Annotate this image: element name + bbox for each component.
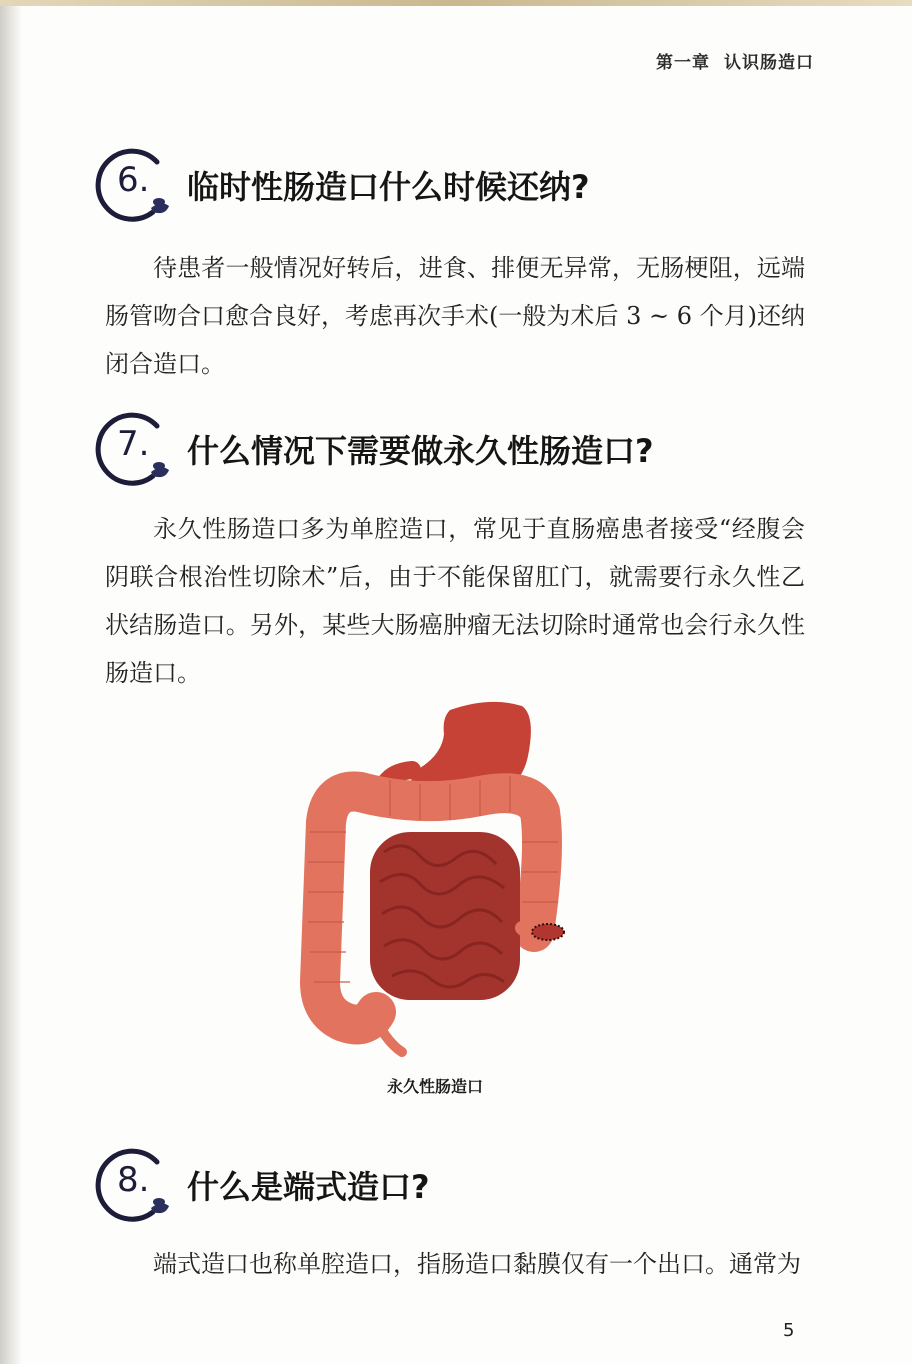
- running-head: [656, 48, 814, 73]
- section-6-heading: [95, 148, 815, 228]
- page-number: 5: [783, 1320, 795, 1341]
- section-title: 临时性肠造口什么时候还纳?: [187, 168, 590, 206]
- section-7-body: 永久性肠造口多为单腔造口，常见于直肠癌患者接受“经腹会阴联合根治性切除术”后，由于不能保留肛门，就需要行永久性乙状结肠造口。另外，某些大肠癌肿瘤无法切除时通常也会行永久性肠造口。: [105, 515, 805, 687]
- intestine-illustration-icon: [300, 692, 590, 1062]
- section-number: 7.: [117, 424, 150, 464]
- section-7-heading: [95, 412, 815, 492]
- section-title: 什么是端式造口?: [187, 1168, 430, 1206]
- binding-shadow: [0, 0, 22, 1364]
- figure-caption: 永久性肠造口: [386, 1077, 483, 1096]
- section-8-heading: [95, 1148, 815, 1228]
- section-8-body: 端式造口也称单腔造口，指肠造口黏膜仅有一个出口。通常为: [153, 1250, 801, 1278]
- section-6-body: 待患者一般情况好转后，进食、排便无异常，无肠梗阻，远端肠管吻合口愈合良好，考虑再次手术(一般为术后 3 ~ 6 个月)还纳闭合造口。: [105, 254, 805, 378]
- section-title: 什么情况下需要做永久性肠造口?: [187, 432, 654, 470]
- page-top-edge: [0, 0, 912, 6]
- running-head-title: 认识肠造口: [724, 53, 814, 73]
- running-head-chapter: 第一章: [656, 53, 710, 73]
- section-number: 8.: [117, 1160, 150, 1200]
- section-number: 6.: [117, 160, 150, 200]
